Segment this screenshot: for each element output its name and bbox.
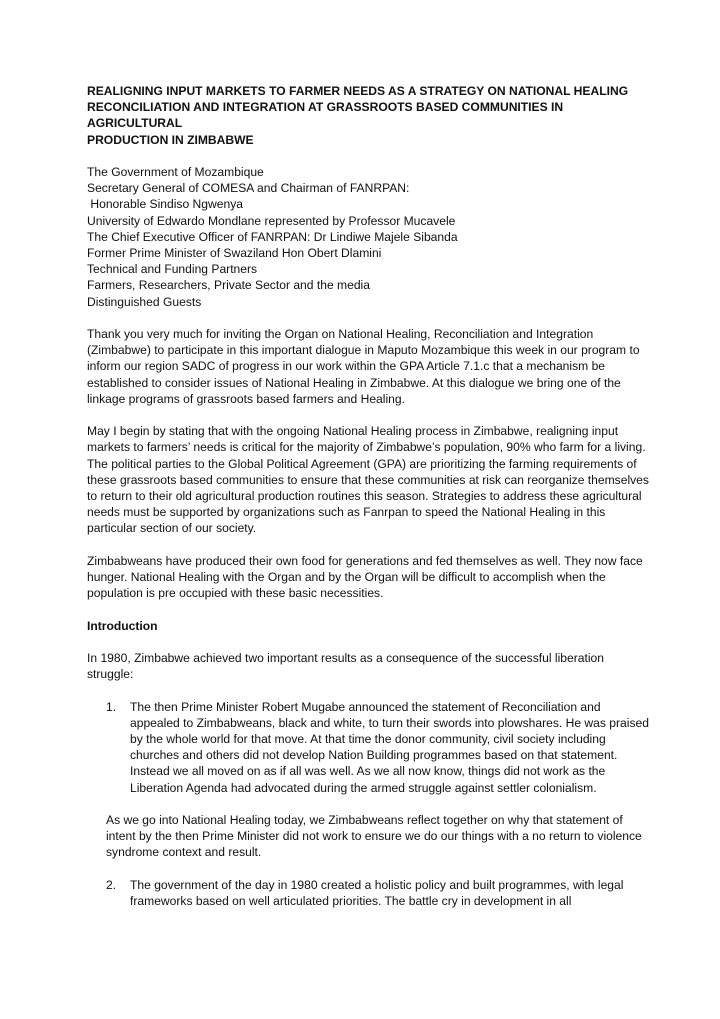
addressee-line: University of Edwardo Mondlane represented by Professor Mucavele [87,213,456,228]
addressee-list [87,164,650,310]
list-item-text: The then Prime Minister Robert Mugabe announced the statement of Reconciliation and appealed to Zimbabweans, black and white, to turn their swords into plowshares. He was praised by the whole world for that move. At that time the donor community, civil society including churches and others did not develop Nation Building programmes based on that statement. Instead we all moved on as if all was well. As we all now know, things did not work as the Liberation Agenda had advocated during the armed struggle against settler colonialism. [130,699,649,795]
spacer [87,537,650,553]
body-paragraph: Thank you very much for inviting the Organ on National Healing, Reconciliation and Integration (Zimbabwe) to participate in this important dialogue in Maputo Mozambique this week in our program to inform our region SADC of progress in our work within the GPA Article 7.1.c that a mechanism be established to consider issues of National Healing in Zimbabwe. At this dialogue we bring one of the linkage programs of grassroots based farmers and Healing. [87,327,640,406]
spacer [87,601,650,617]
spacer [87,148,650,164]
numbered-list-item [87,699,650,796]
addressee-line: Secretary General of COMESA and Chairman of FANRPAN: [87,181,410,196]
spacer [87,634,650,650]
numbered-list-item [87,877,650,909]
introduction-paragraph: In 1980, Zimbabwe achieved two important results as a consequence of the successful liberation struggle: [87,651,604,682]
spacer [87,310,650,326]
spacer [87,407,650,423]
addressee-line: Technical and Funding Partners [87,262,258,277]
list-number: 1. [106,699,117,714]
list-number: 2. [106,877,117,892]
spacer [87,682,650,698]
addressee-line: The Government of Mozambique [87,165,264,179]
indented-paragraph: As we go into National Healing today, we Zimbabweans reflect together on why that statement of intent by the then Prime Minister did not work to ensure we do our things with a no return to violence syndrome context and result. [106,813,642,860]
addressee-line: The Chief Executive Officer of FANRPAN: Dr Lindiwe Majele Sibanda [87,229,458,244]
addressee-line: Former Prime Minister of Swaziland Hon Obert Dlamini [87,246,382,261]
spacer [87,796,650,812]
section-heading-introduction: Introduction [87,618,158,633]
body-paragraph: Zimbabweans have produced their own food for generations and fed themselves as well. They now face hunger. National Healing with the Organ and by the Organ will be difficult to accomplish when the population is pre occupied with these basic necessities. [87,553,643,601]
body-paragraph: May I begin by stating that with the ongoing National Healing process in Zimbabwe, realigning input markets to farmers’ needs is critical for the majority of Zimbabwe’s population, 90% who farm for a living. The political parties to the Global Political Agreement (GPA) are prioritizing the farming requirements of these grassroots based communities to ensure that these communities at risk can reorganize themselves to return to their old agricultural production routines this season. Strategies to address these agricultural needs must be supported by organizations such as Fanrpan to speed the National Healing in this particular section of our society. [87,424,649,536]
addressee-line: Honorable Sindiso Ngwenya [87,197,243,212]
addressee-line: Farmers, Researchers, Private Sector and the media [87,278,370,293]
addressee-line: Distinguished Guests [87,294,202,309]
document-title: REALIGNING INPUT MARKETS TO FARMER NEEDS AS A STRATEGY ON NATIONAL HEALING RECONCILIATION AND INTEGRATION AT GRASSROOTS BASED COMMUNITIES IN AGRICULTURAL PRODUCTION IN ZIMBABWE [87,84,629,147]
list-item-text: The government of the day in 1980 created a holistic policy and built programmes, with legal frameworks based on well articulated priorities. The battle cry in development in all [130,877,624,909]
spacer [87,861,650,877]
